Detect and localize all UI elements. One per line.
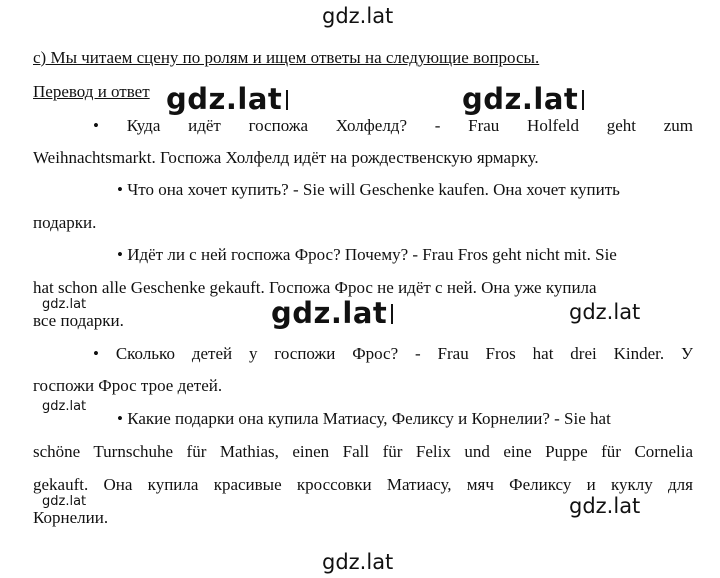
qa-3-line-3: все подарки. — [33, 311, 124, 330]
qa-5-line-2: schöne Turnschuhe für Mathias, einen Fall für Felix und eine Puppe für Cornelia — [33, 442, 693, 461]
watermark-mid-bottom-right: gdz.lat — [569, 494, 641, 518]
qa-3-line-1: • Идёт ли с ней госпожа Фрос? Почему? - Frau Fros geht nicht mit. Sie — [117, 245, 617, 264]
task-subheading: Перевод и ответ — [33, 82, 150, 101]
watermark-small-1: gdz.lat — [42, 297, 87, 312]
watermark-mid-right: gdz.lat — [569, 300, 641, 324]
watermark-big-right: gdz.lat — [462, 82, 584, 116]
watermark-big-left: gdz.lat — [166, 82, 288, 116]
qa-1-line-1: • Куда идёт госпожа Холфелд? - Frau Holfeld geht zum — [93, 116, 693, 135]
qa-4-line-1: • Сколько детей у госпожи Фрос? - Frau Fros hat drei Kinder. У — [93, 344, 693, 363]
qa-1-line-2: Weihnachtsmarkt. Госпожа Холфелд идёт на рождественскую ярмарку. — [33, 148, 539, 167]
task-heading: с) Мы читаем сцену по ролям и ищем ответы на следующие вопросы. — [33, 48, 540, 67]
qa-2-line-1: • Что она хочет купить? - Sie will Geschenke kaufen. Она хочет купить — [117, 180, 620, 199]
watermark-bottom: gdz.lat — [322, 550, 394, 574]
watermark-big-center: gdz.lat — [271, 296, 393, 330]
qa-5-line-3: gekauft. Она купила красивые кроссовки Матиасу, мяч Феликсу и куклу для — [33, 475, 693, 494]
watermark-small-3: gdz.lat — [42, 494, 87, 509]
watermark-top: gdz.lat — [322, 4, 394, 28]
qa-3-line-2: hat schon alle Geschenke gekauft. Госпожа Фрос не идёт с ней. Она уже купила — [33, 278, 597, 297]
qa-4-line-2: госпожи Фрос трое детей. — [33, 376, 223, 395]
watermark-small-2: gdz.lat — [42, 399, 87, 414]
qa-2-line-2: подарки. — [33, 213, 97, 232]
qa-5-line-4: Корнелии. — [33, 508, 109, 527]
qa-5-line-1: • Какие подарки она купила Матиасу, Феликсу и Корнелии? - Sie hat — [117, 409, 611, 428]
